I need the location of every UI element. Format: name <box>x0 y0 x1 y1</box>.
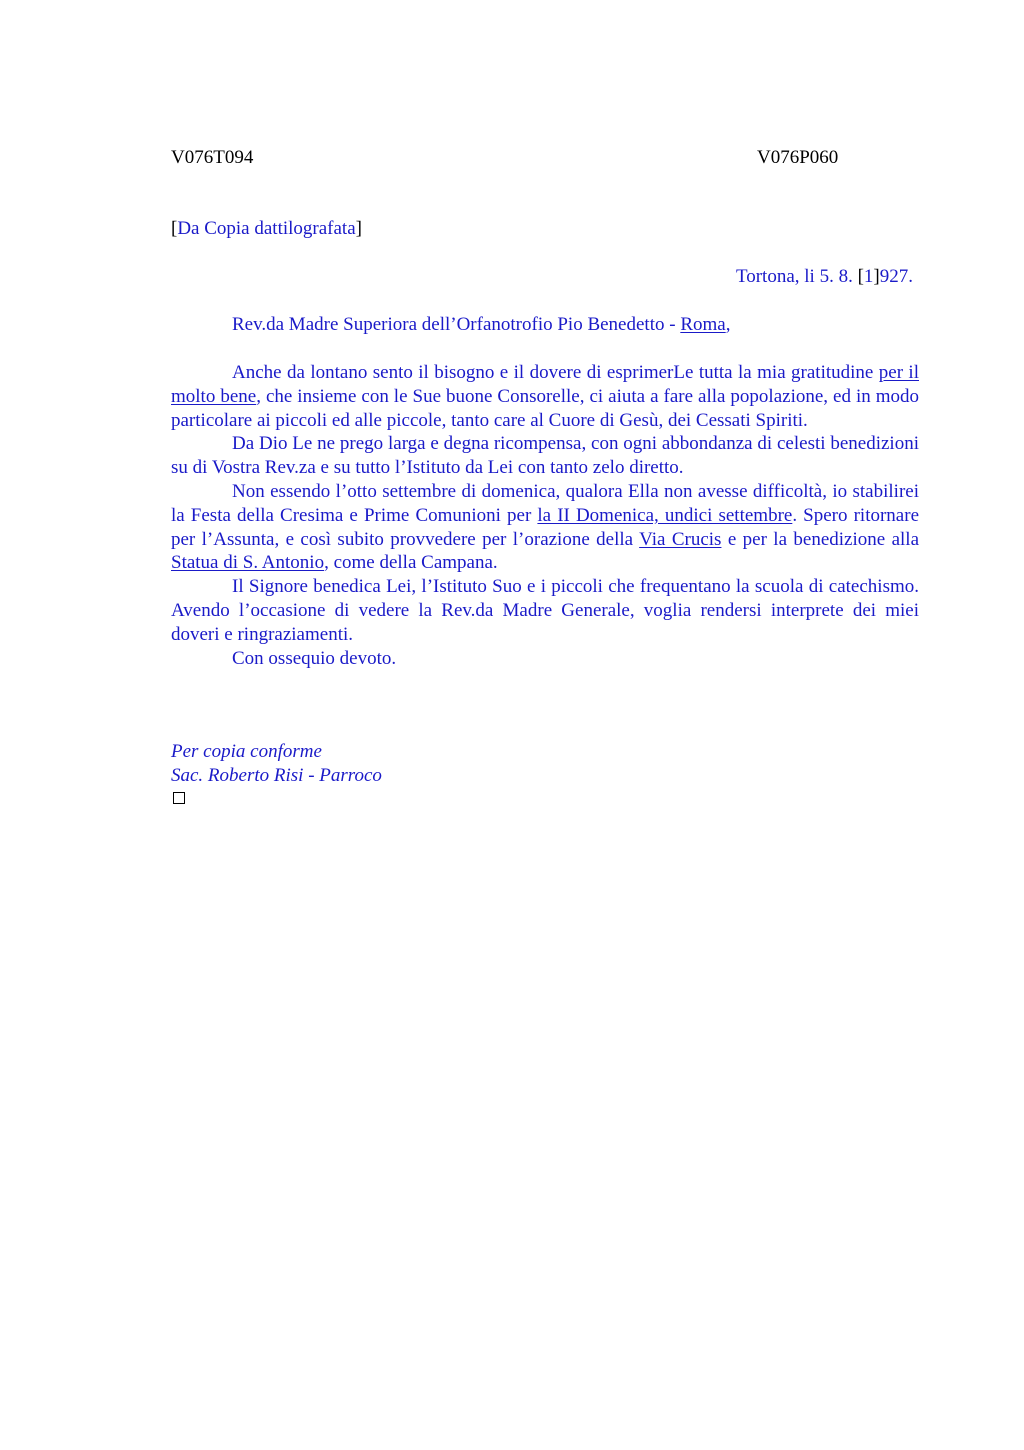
bracket-close: ] <box>355 218 362 239</box>
paragraph-2 <box>171 432 919 480</box>
paragraph-3 <box>171 480 919 575</box>
date-bracket-close: ] <box>873 266 880 287</box>
paragraph-5 <box>171 647 919 671</box>
paragraph-4 <box>171 575 919 646</box>
salutation-tail: , <box>725 314 731 335</box>
paragraph-3-text-c: e per la benedizione alla <box>721 528 919 550</box>
paragraph-1-underlined: per il molto bene <box>171 362 919 407</box>
letter-date <box>736 265 913 289</box>
paragraph-3-text-a: Non essendo l’otto settembre di domenica, qualora Ella non avesse difficoltà, io stabilirei la Festa della Cresima e Prime Comunioni per <box>171 480 919 526</box>
date-part2: 927. <box>879 266 913 287</box>
paragraph-1-text-a: Anche da lontano sento il bisogno e il dovere di esprimerLe tutta la mia gratitudine <box>232 362 879 383</box>
end-box-icon <box>173 792 185 804</box>
paragraph-3-underlined-statua: Statua di S. Antonio <box>171 552 325 574</box>
signature-block <box>171 740 382 788</box>
salutation-place: Roma <box>680 314 726 335</box>
paragraph-3-underlined-date: la II Domenica, undici settembre <box>537 504 793 526</box>
paragraph-4-text: Il Signore benedica Lei, l’Istituto Suo e i piccoli che frequentano la scuola di catechismo. Avendo l’occasione di vedere la Rev.da Madre Generale, voglia rendersi interprete dei miei doveri e ringraziamenti. <box>171 576 919 645</box>
source-note <box>171 217 362 241</box>
paragraph-3-underlined-via-crucis: Via Crucis <box>639 528 722 550</box>
paragraph-5-text: Con ossequio devoto. <box>232 647 397 669</box>
date-part1: Tortona, li 5. 8. <box>735 266 858 287</box>
source-note-text: Da Copia dattilografata <box>177 218 356 239</box>
signature-line-1: Per copia conforme <box>171 741 322 762</box>
document-code-left: V076T094 <box>171 147 254 168</box>
date-bracket-open: [ <box>857 266 864 287</box>
date-inserted: 1 <box>863 266 874 287</box>
document-code-right: V076P060 <box>757 147 839 168</box>
paragraph-1-text-b: , che insieme con le Sue buone Consorelle, ci aiuta a fare alla popolazione, ed in modo particolare ai piccoli ed alle piccole, tanto care al Cuore di Gesù, dei Cessati Spiriti. <box>171 385 919 431</box>
signature-line-2: Sac. Roberto Risi - Parroco <box>171 765 382 786</box>
paragraph-2-text: Da Dio Le ne prego larga e degna ricompensa, con ogni abbondanza di celesti benedizioni su di Vostra Rev.za e su tutto l’Istituto da Lei con tanto zelo diretto. <box>171 433 919 479</box>
paragraph-1 <box>171 361 919 432</box>
paragraph-3-text-d: , come della Campana. <box>324 552 498 574</box>
bracket-open: [ <box>171 218 178 239</box>
paragraph-3-text-b: . Spero ritornare per l’Assunta, e così subito provvedere per l’orazione della <box>171 504 919 550</box>
letter-body <box>171 361 919 670</box>
salutation-text: Rev.da Madre Superiora dell’Orfanotrofio Pio Benedetto - <box>232 314 681 335</box>
salutation <box>232 313 730 337</box>
